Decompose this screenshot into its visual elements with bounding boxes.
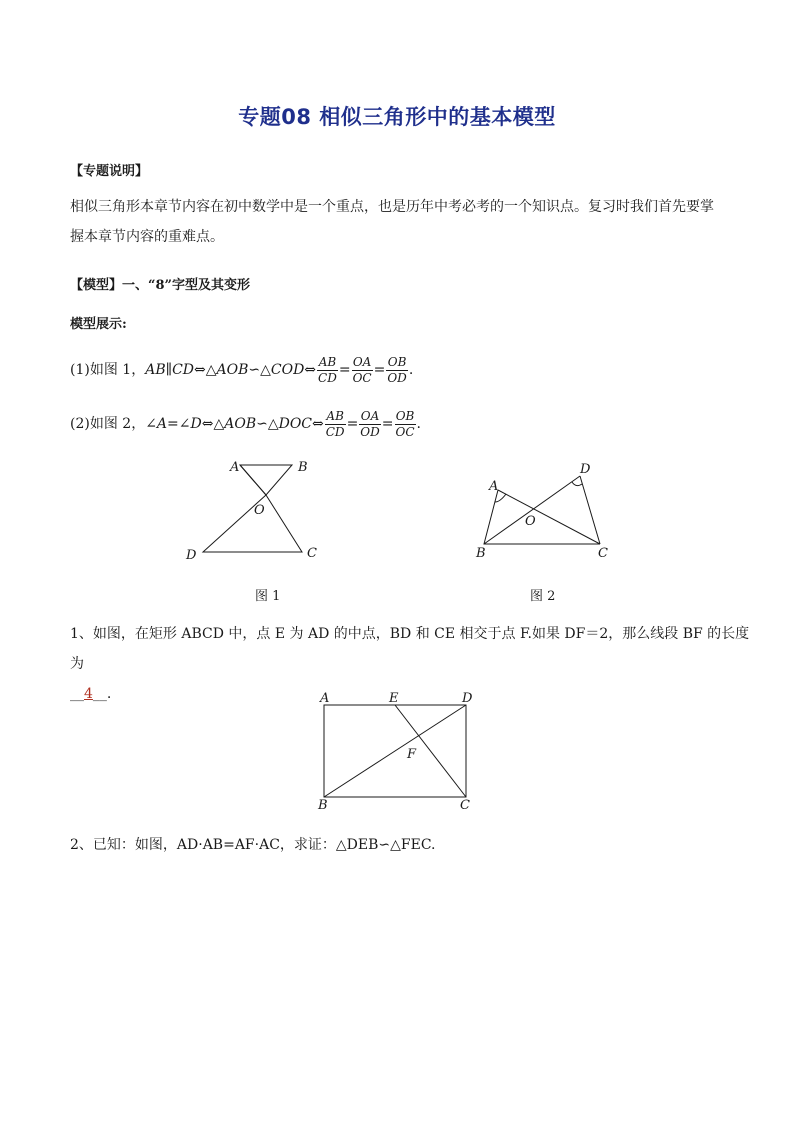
fig1-triangle-top bbox=[240, 465, 292, 495]
figure-1 bbox=[180, 455, 330, 570]
fig2-label-C: C bbox=[598, 546, 608, 561]
intro-line-2: 握本章节内容的重难点。 bbox=[70, 229, 224, 245]
section-heading-intro: 【专题说明】 bbox=[70, 164, 149, 179]
fig2-label-A: A bbox=[489, 479, 499, 494]
fig1-label-B: B bbox=[298, 460, 308, 475]
figure-2 bbox=[470, 458, 620, 568]
intro-paragraph bbox=[70, 192, 730, 252]
fig2-label-O: O bbox=[525, 514, 536, 529]
q1-label-D: D bbox=[462, 691, 473, 706]
q1-label-F: F bbox=[407, 747, 417, 762]
fig1-triangle-bottom bbox=[203, 495, 302, 552]
q1-label-C: C bbox=[460, 798, 470, 813]
item2-frac-1: $\frac{AB}{CD}$ bbox=[325, 408, 345, 439]
model-item-2: (2)如图 2，∠A=∠D⇔△AOB∽△DOC⇔ $\frac{AB}{CD}$ = $\frac{OA}{OD}$ = $\frac{OB}{OC}$ . bbox=[70, 408, 421, 439]
item1-frac-3: $\frac{OB}{OD}$ bbox=[387, 354, 407, 385]
item2-prefix: (2)如图 2， bbox=[70, 416, 146, 432]
section-heading-model: 【模型】一、“8”字型及其变形 bbox=[70, 278, 251, 293]
item2-frac-2: $\frac{OA}{OD}$ bbox=[360, 408, 380, 439]
fig1-label-A: A bbox=[230, 460, 240, 475]
item1-prefix: (1)如图 1， bbox=[70, 362, 146, 378]
fig2-label-D: D bbox=[580, 462, 591, 477]
q1-answer-line: __4__. bbox=[70, 686, 112, 702]
fig2-angle-mark-D bbox=[572, 482, 582, 486]
fig1-line-AO bbox=[240, 465, 266, 495]
question-2: 2、已知：如图，AD·AB=AF·AC，求证：△DEB∽△FEC. bbox=[70, 837, 436, 853]
fig2-line-DB bbox=[484, 476, 580, 544]
q1-label-B: B bbox=[318, 798, 328, 813]
item1-condition: AB∥CD⇔△AOB∽△COD⇔ bbox=[145, 362, 317, 378]
intro-line-1: 相似三角形本章节内容在初中数学中是一个重点，也是历年中考必考的一个知识点。复习时我们首先要掌 bbox=[70, 199, 714, 215]
q1-answer: 4 bbox=[84, 686, 93, 702]
q1-label-A: A bbox=[320, 691, 330, 706]
fig2-triangle-left bbox=[484, 490, 600, 544]
fig2-caption: 图 2 bbox=[530, 589, 556, 604]
fig1-label-D: D bbox=[186, 548, 197, 563]
q1-line-CE bbox=[395, 705, 466, 797]
fig1-label-O: O bbox=[254, 503, 265, 518]
q1-text: 1、如图，在矩形 ABCD 中，点 E 为 AD 的中点，BD 和 CE 相交于点 F.如果 DF＝2，那么线段 BF 的长度为 bbox=[70, 626, 750, 672]
q1-label-E: E bbox=[389, 691, 399, 706]
item1-frac-2: $\frac{OA}{OC}$ bbox=[352, 354, 372, 385]
page-title: 专题08 相似三角形中的基本模型 bbox=[238, 105, 556, 129]
fig1-label-C: C bbox=[307, 546, 317, 561]
q1-rectangle-figure bbox=[310, 690, 480, 815]
item2-condition: ∠A=∠D⇔△AOB∽△DOC⇔ bbox=[145, 416, 324, 432]
fig2-label-B: B bbox=[476, 546, 486, 561]
fig1-caption: 图 1 bbox=[255, 589, 281, 604]
item1-frac-1: $\frac{AB}{CD}$ bbox=[318, 354, 337, 385]
fig2-triangle-right bbox=[580, 476, 600, 544]
model-item-1: (1)如图 1，AB∥CD⇔△AOB∽△COD⇔ $\frac{AB}{CD}$ = $\frac{OA}{OC}$ = $\frac{OB}{OD}$ . bbox=[70, 354, 414, 385]
item2-frac-3: $\frac{OB}{OC}$ bbox=[395, 408, 415, 439]
model-display-label: 模型展示: bbox=[70, 317, 127, 332]
q1-line-BD bbox=[324, 705, 466, 797]
